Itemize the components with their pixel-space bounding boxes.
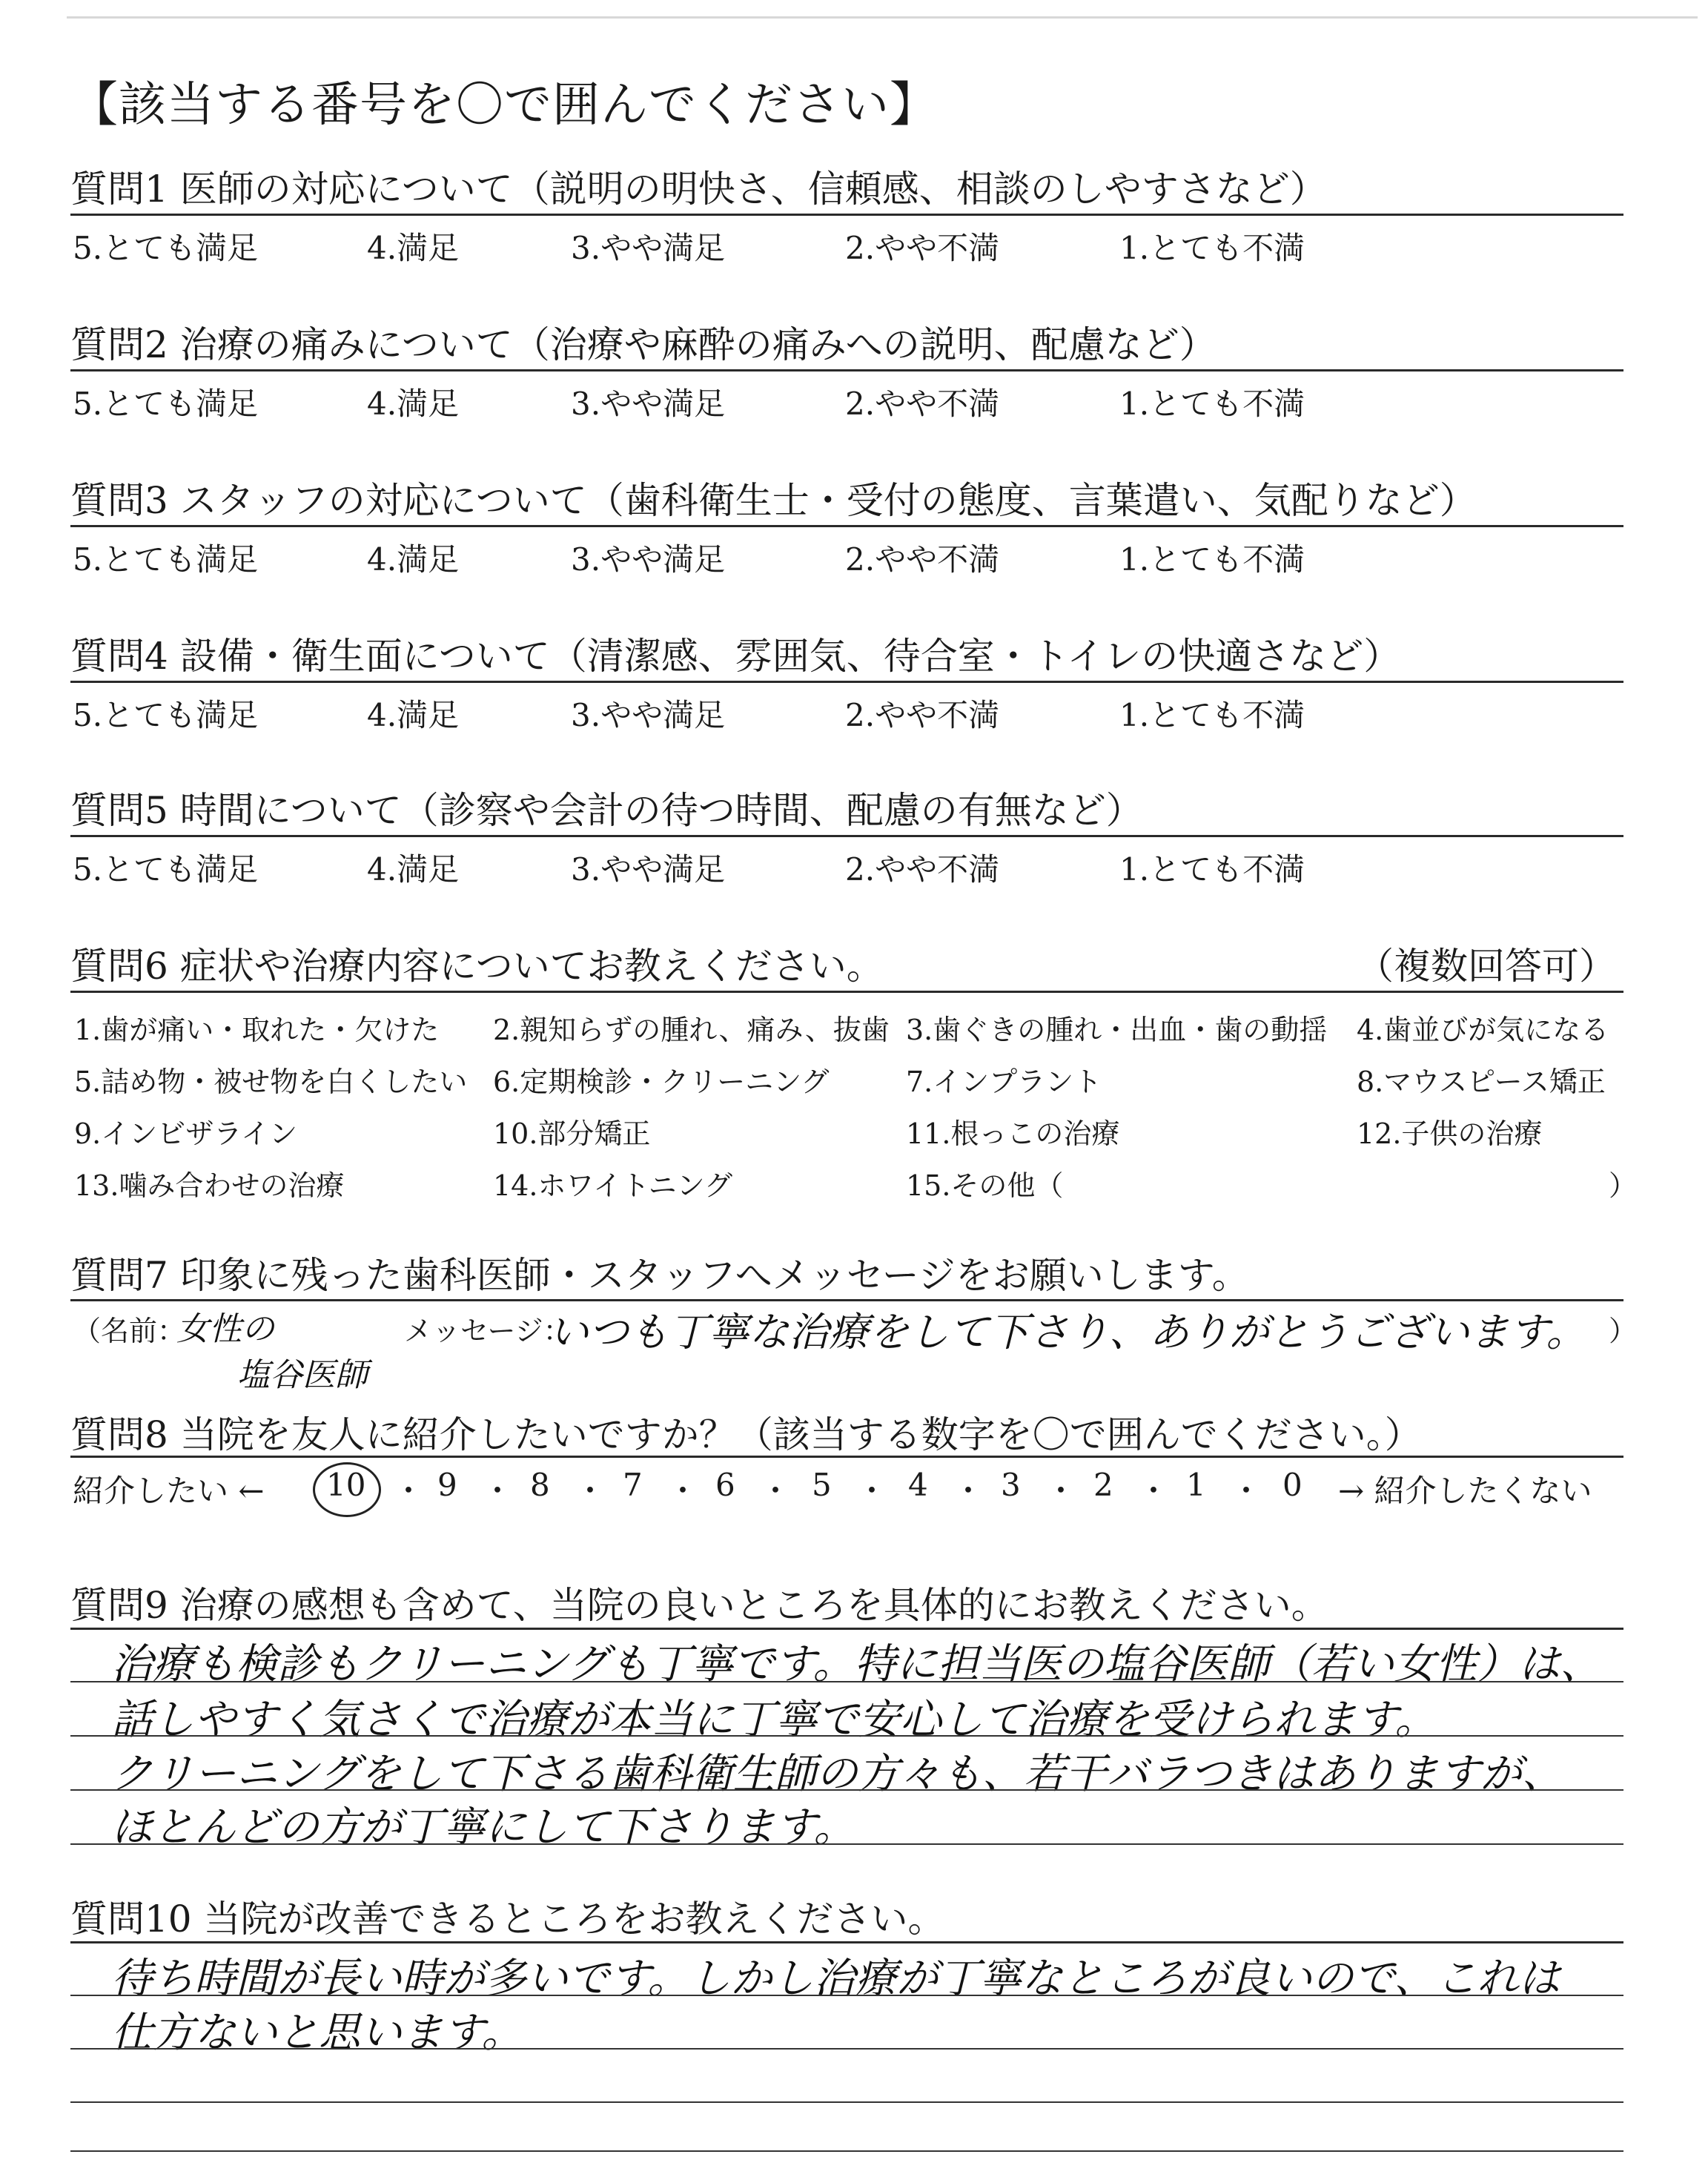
question-10-title: 質問10 当院が改善できるところをお教えください。 bbox=[70, 1898, 945, 1941]
top-divider bbox=[67, 16, 1698, 19]
q8-separator: ・ bbox=[482, 1473, 514, 1509]
q5-option-4[interactable]: 4.満足 bbox=[367, 851, 460, 888]
q6-item-2[interactable]: 2.親知らずの腫れ、痛み、抜歯 bbox=[493, 1014, 890, 1046]
q10-answer-line-1: 待ち時間が長い時が多いです。しかし治療が丁寧なところが良いので、これは bbox=[111, 1955, 1560, 2003]
q2-option-2[interactable]: 2.やや不満 bbox=[845, 386, 1000, 422]
q9-writing-line bbox=[70, 1735, 1623, 1737]
q7-name-line2: 塩谷医師 bbox=[237, 1356, 368, 1394]
q8-separator: ・ bbox=[760, 1473, 792, 1509]
q8-number-8[interactable]: 8 bbox=[530, 1467, 550, 1503]
q8-number-10[interactable]: 10 bbox=[326, 1467, 366, 1503]
q1-option-1[interactable]: 1.とても不満 bbox=[1119, 230, 1305, 266]
q8-separator: ・ bbox=[575, 1473, 606, 1509]
q9-answer-line-4: ほとんどの方が丁寧にして下さります。 bbox=[111, 1803, 855, 1852]
question-5-title: 質問5 時間について（診察や会計の待つ時間、配慮の有無など） bbox=[70, 789, 1143, 832]
question-4-rule bbox=[70, 681, 1623, 683]
question-10-rule bbox=[70, 1941, 1623, 1943]
q9-answer-line-1: 治療も検診もクリーニングも丁寧です。特に担当医の塩谷医師（若い女性）は、 bbox=[111, 1640, 1602, 1688]
q5-option-3[interactable]: 3.やや満足 bbox=[571, 851, 726, 888]
question-3-title: 質問3 スタッフの対応について（歯科衛生士・受付の態度、言葉遣い、気配りなど） bbox=[70, 479, 1477, 522]
q3-option-5[interactable]: 5.とても満足 bbox=[73, 541, 259, 578]
q2-option-5[interactable]: 5.とても満足 bbox=[73, 386, 259, 422]
q4-option-2[interactable]: 2.やや不満 bbox=[845, 697, 1000, 733]
q5-option-5[interactable]: 5.とても満足 bbox=[73, 851, 259, 888]
question-2-title: 質問2 治療の痛みについて（治療や麻酔の痛みへの説明、配慮など） bbox=[70, 323, 1217, 366]
q1-option-5[interactable]: 5.とても満足 bbox=[73, 230, 259, 266]
q8-number-7[interactable]: 7 bbox=[623, 1467, 643, 1503]
question-3-rule bbox=[70, 525, 1623, 527]
q3-option-2[interactable]: 2.やや不満 bbox=[845, 541, 1000, 578]
q8-separator: ・ bbox=[1231, 1473, 1262, 1509]
q6-item-11[interactable]: 11.根っこの治療 bbox=[906, 1117, 1120, 1150]
q2-option-1[interactable]: 1.とても不満 bbox=[1119, 386, 1305, 422]
question-9-rule bbox=[70, 1628, 1623, 1630]
question-8-title: 質問8 当院を友人に紹介したいですか？（該当する数字を〇で囲んでください。） bbox=[70, 1413, 1422, 1456]
q10-answer-line-2: 仕方ないと思います。 bbox=[111, 2009, 523, 2057]
q1-option-2[interactable]: 2.やや不満 bbox=[845, 230, 1000, 266]
q8-separator: ・ bbox=[1045, 1473, 1077, 1509]
q8-left-label: 紹介したい ← bbox=[73, 1473, 265, 1509]
q8-separator: ・ bbox=[667, 1473, 699, 1509]
q6-item-8[interactable]: 8.マウスピース矯正 bbox=[1357, 1066, 1606, 1098]
q8-number-0[interactable]: 0 bbox=[1282, 1467, 1302, 1503]
q6-other-close: ） bbox=[1609, 1169, 1638, 1202]
q8-separator: ・ bbox=[856, 1473, 888, 1509]
question-5-rule bbox=[70, 835, 1623, 837]
q6-item-12[interactable]: 12.子供の治療 bbox=[1357, 1117, 1543, 1150]
q6-item-3[interactable]: 3.歯ぐきの腫れ・出血・歯の動揺 bbox=[906, 1014, 1328, 1046]
q6-item-1[interactable]: 1.歯が痛い・取れた・欠けた bbox=[74, 1014, 440, 1046]
q10-writing-line bbox=[70, 2048, 1623, 2050]
q8-right-label: → 紹介したくない bbox=[1338, 1473, 1592, 1509]
question-4-title: 質問4 設備・衛生面について（清潔感、雰囲気、待合室・トイレの快適さなど） bbox=[70, 635, 1401, 678]
q6-item-7[interactable]: 7.インプラント bbox=[906, 1066, 1102, 1098]
q10-writing-line bbox=[70, 2150, 1623, 2152]
question-6-note: （複数回答可） bbox=[1357, 945, 1616, 988]
q1-option-3[interactable]: 3.やや満足 bbox=[571, 230, 726, 266]
q3-option-4[interactable]: 4.満足 bbox=[367, 541, 460, 578]
q4-option-4[interactable]: 4.満足 bbox=[367, 697, 460, 733]
q7-name-label: （名前： bbox=[73, 1315, 186, 1347]
q9-writing-line bbox=[70, 1843, 1623, 1845]
q8-number-2[interactable]: 2 bbox=[1093, 1467, 1113, 1503]
q6-item-9[interactable]: 9.インビザライン bbox=[74, 1117, 298, 1150]
question-8-rule bbox=[70, 1456, 1623, 1458]
instruction-header: 【該当する番号を〇で囲んでください】 bbox=[70, 78, 938, 133]
q8-number-9[interactable]: 9 bbox=[437, 1467, 457, 1503]
question-6-rule bbox=[70, 991, 1623, 993]
q7-close: ） bbox=[1609, 1315, 1638, 1347]
q3-option-3[interactable]: 3.やや満足 bbox=[571, 541, 726, 578]
q6-item-10[interactable]: 10.部分矯正 bbox=[493, 1117, 651, 1150]
q8-number-1[interactable]: 1 bbox=[1186, 1467, 1206, 1503]
q8-number-6[interactable]: 6 bbox=[715, 1467, 735, 1503]
q9-answer-line-3: クリーニングをして下さる歯科衛生師の方々も、若干バラつきはありますが、 bbox=[111, 1750, 1563, 1798]
q9-answer-line-2: 話しやすく気さくで治療が本当に丁寧で安心して治療を受けられます。 bbox=[111, 1696, 1437, 1744]
question-9-title: 質問9 治療の感想も含めて、当院の良いところを具体的にお教えください。 bbox=[70, 1584, 1328, 1627]
question-1-rule bbox=[70, 214, 1623, 216]
q6-item-15[interactable]: 15.その他（ bbox=[906, 1169, 1064, 1202]
q3-option-1[interactable]: 1.とても不満 bbox=[1119, 541, 1305, 578]
q6-item-4[interactable]: 4.歯並びが気になる bbox=[1357, 1014, 1609, 1046]
q7-name-line1: 女性の bbox=[176, 1310, 274, 1348]
q5-option-1[interactable]: 1.とても不満 bbox=[1119, 851, 1305, 888]
q6-item-6[interactable]: 6.定期検診・クリーニング bbox=[493, 1066, 830, 1098]
q10-writing-line bbox=[70, 2101, 1623, 2103]
q4-option-5[interactable]: 5.とても満足 bbox=[73, 697, 259, 733]
q8-number-3[interactable]: 3 bbox=[1001, 1467, 1021, 1503]
q4-option-3[interactable]: 3.やや満足 bbox=[571, 697, 726, 733]
q5-option-2[interactable]: 2.やや不満 bbox=[845, 851, 1000, 888]
q8-separator: ・ bbox=[953, 1473, 984, 1509]
question-1-title: 質問1 医師の対応について（説明の明快さ、信頼感、相談のしやすさなど） bbox=[70, 168, 1327, 211]
q1-option-4[interactable]: 4.満足 bbox=[367, 230, 460, 266]
q4-option-1[interactable]: 1.とても不満 bbox=[1119, 697, 1305, 733]
q8-number-4[interactable]: 4 bbox=[908, 1467, 928, 1503]
q7-message-label: メッセージ： bbox=[404, 1315, 572, 1347]
question-2-rule bbox=[70, 369, 1623, 371]
q8-separator: ・ bbox=[393, 1473, 425, 1509]
q7-message: いつも丁寧な治療をして下さり、ありがとうございます。 bbox=[549, 1309, 1586, 1355]
q8-number-5[interactable]: 5 bbox=[812, 1467, 832, 1503]
q6-item-5[interactable]: 5.詰め物・被せ物を白くしたい bbox=[74, 1066, 468, 1098]
q9-writing-line bbox=[70, 1681, 1623, 1682]
question-7-title: 質問7 印象に残った歯科医師・スタッフへメッセージをお願いします。 bbox=[70, 1254, 1249, 1297]
q8-separator: ・ bbox=[1138, 1473, 1170, 1509]
q6-item-14[interactable]: 14.ホワイトニング bbox=[493, 1169, 733, 1202]
question-6-title: 質問6 症状や治療内容についてお教えください。 bbox=[70, 945, 884, 988]
q10-writing-line bbox=[70, 1995, 1623, 1996]
q6-item-13[interactable]: 13.噛み合わせの治療 bbox=[74, 1169, 345, 1202]
q2-option-4[interactable]: 4.満足 bbox=[367, 386, 460, 422]
q2-option-3[interactable]: 3.やや満足 bbox=[571, 386, 726, 422]
q9-writing-line bbox=[70, 1789, 1623, 1791]
